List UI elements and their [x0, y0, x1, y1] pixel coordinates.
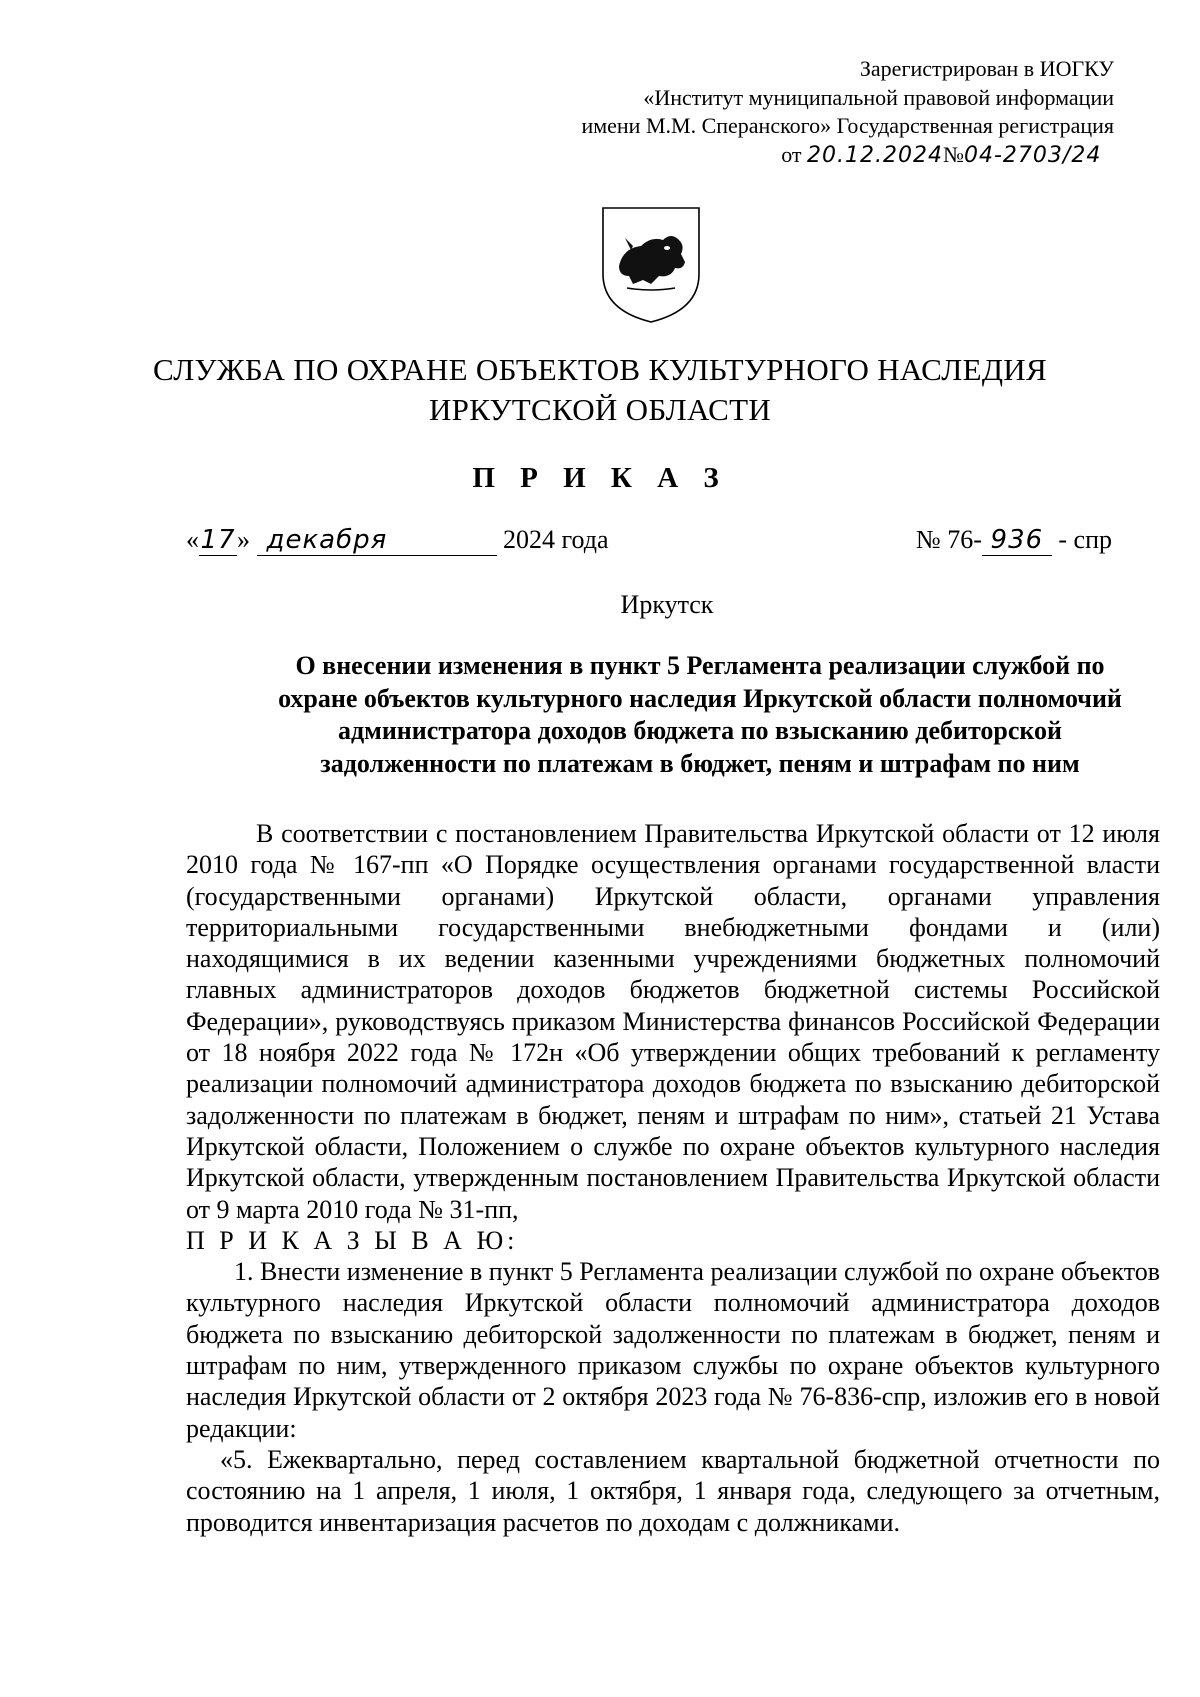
date-open-quote: « — [186, 525, 199, 554]
registration-line-4 — [581, 141, 1114, 171]
registration-number-prefix: № — [943, 141, 964, 167]
irkutsk-coat-of-arms-icon — [597, 202, 705, 326]
registration-line-2: «Институт муниципальной правовой информации — [643, 84, 1114, 110]
agency-line-1: СЛУЖБА ПО ОХРАНЕ ОБЪЕКТОВ КУЛЬТУРНОГО НАСЛЕДИЯ — [153, 352, 1047, 387]
date-year: 2024 года — [503, 525, 609, 554]
city: Иркутск — [620, 590, 714, 619]
subject-line-1: О внесении изменения в пункт 5 Регламента реализации службой по — [295, 651, 1105, 680]
order-subject — [200, 650, 1200, 780]
order-number-prefix: № 76- — [915, 525, 982, 554]
preamble-paragraph: В соответствии с постановлением Правительства Иркутской области от 12 июля 2010 года № 167-пп «О Порядке осуществления органами государственной власти (государственными органами) Иркутской области, органами управления территориальными государственными внебюджетными фондами и (или) находящимися в их ведении казенными учреждениями бюджетных полномочий главных администраторов доходов бюджетов бюджетной системы Российской Федерации», руководствуясь приказом Министерства финансов Российской Федерации от 18 ноября 2022 года № 172н «Об утверждении общих требований к регламенту реализации полномочий администратора доходов бюджета по взысканию дебиторской задолженности по платежам в бюджет, пеням и штрафам по ним», статьей 21 Устава Иркутской области, Положением о службе по охране объектов культурного наследия Иркутской области, утвержденным постановлением Правительства Иркутской области от 9 марта 2010 года № 31-пп, — [186, 819, 1160, 1224]
agency-line-2: ИРКУТСКОЙ ОБЛАСТИ — [428, 392, 772, 427]
subject-line-2: охране объектов культурного наследия Иркутской области полномочий — [278, 683, 1122, 713]
date-close-quote: » — [237, 525, 250, 554]
registration-line-1: Зарегистрирован в ИОГКУ — [859, 56, 1114, 81]
prikazyvayu-heading: П Р И К А З Ы В А Ю: — [186, 1225, 519, 1255]
subject-line-3: администратора доходов бюджета по взысканию дебиторской — [337, 716, 1063, 745]
registration-date-handwritten: 20.12.2024 — [807, 142, 943, 168]
date-month-handwritten: декабря — [257, 525, 497, 556]
date-day-handwritten: 17 — [200, 525, 236, 555]
agency-heading — [0, 350, 1200, 430]
registration-number-handwritten: 04-2703/24 — [964, 142, 1102, 168]
registration-line-3: имени М.М. Сперанского» Государственная регистрация — [581, 113, 1114, 138]
subject-line-4: задолженности по платежам в бюджет, пеням и штрафам по ним — [320, 748, 1080, 778]
order-body — [186, 818, 1160, 1538]
registration-stamp — [581, 55, 1114, 170]
order-title: П Р И К А З — [472, 462, 728, 494]
item-1-paragraph: 1. Внести изменение в пункт 5 Регламента реализации службой по охране объектов культурного наследия Иркутской области полномочий администратора доходов бюджета по взысканию дебиторской задолженности по платежам в бюджет, пеням и штрафам по ним, утвержденного приказом службы по охране объектов культурного наследия Иркутской области от 2 октября 2023 года № 76-836-спр, изложив его в новой редакции: — [186, 1257, 1160, 1443]
registration-date-prefix: от — [781, 141, 802, 167]
order-number-suffix: - спр — [1058, 525, 1112, 554]
order-number-handwritten: 936 — [982, 525, 1052, 556]
order-number — [916, 525, 1112, 556]
item-5-paragraph: «5. Ежеквартально, перед составлением квартальной бюджетной отчетности по состоянию на 1 апреля, 1 июля, 1 октября, 1 января года, следующего за отчетным, проводится инвентаризация расчетов по доходам с должниками. — [186, 1444, 1160, 1537]
order-date — [186, 525, 609, 556]
